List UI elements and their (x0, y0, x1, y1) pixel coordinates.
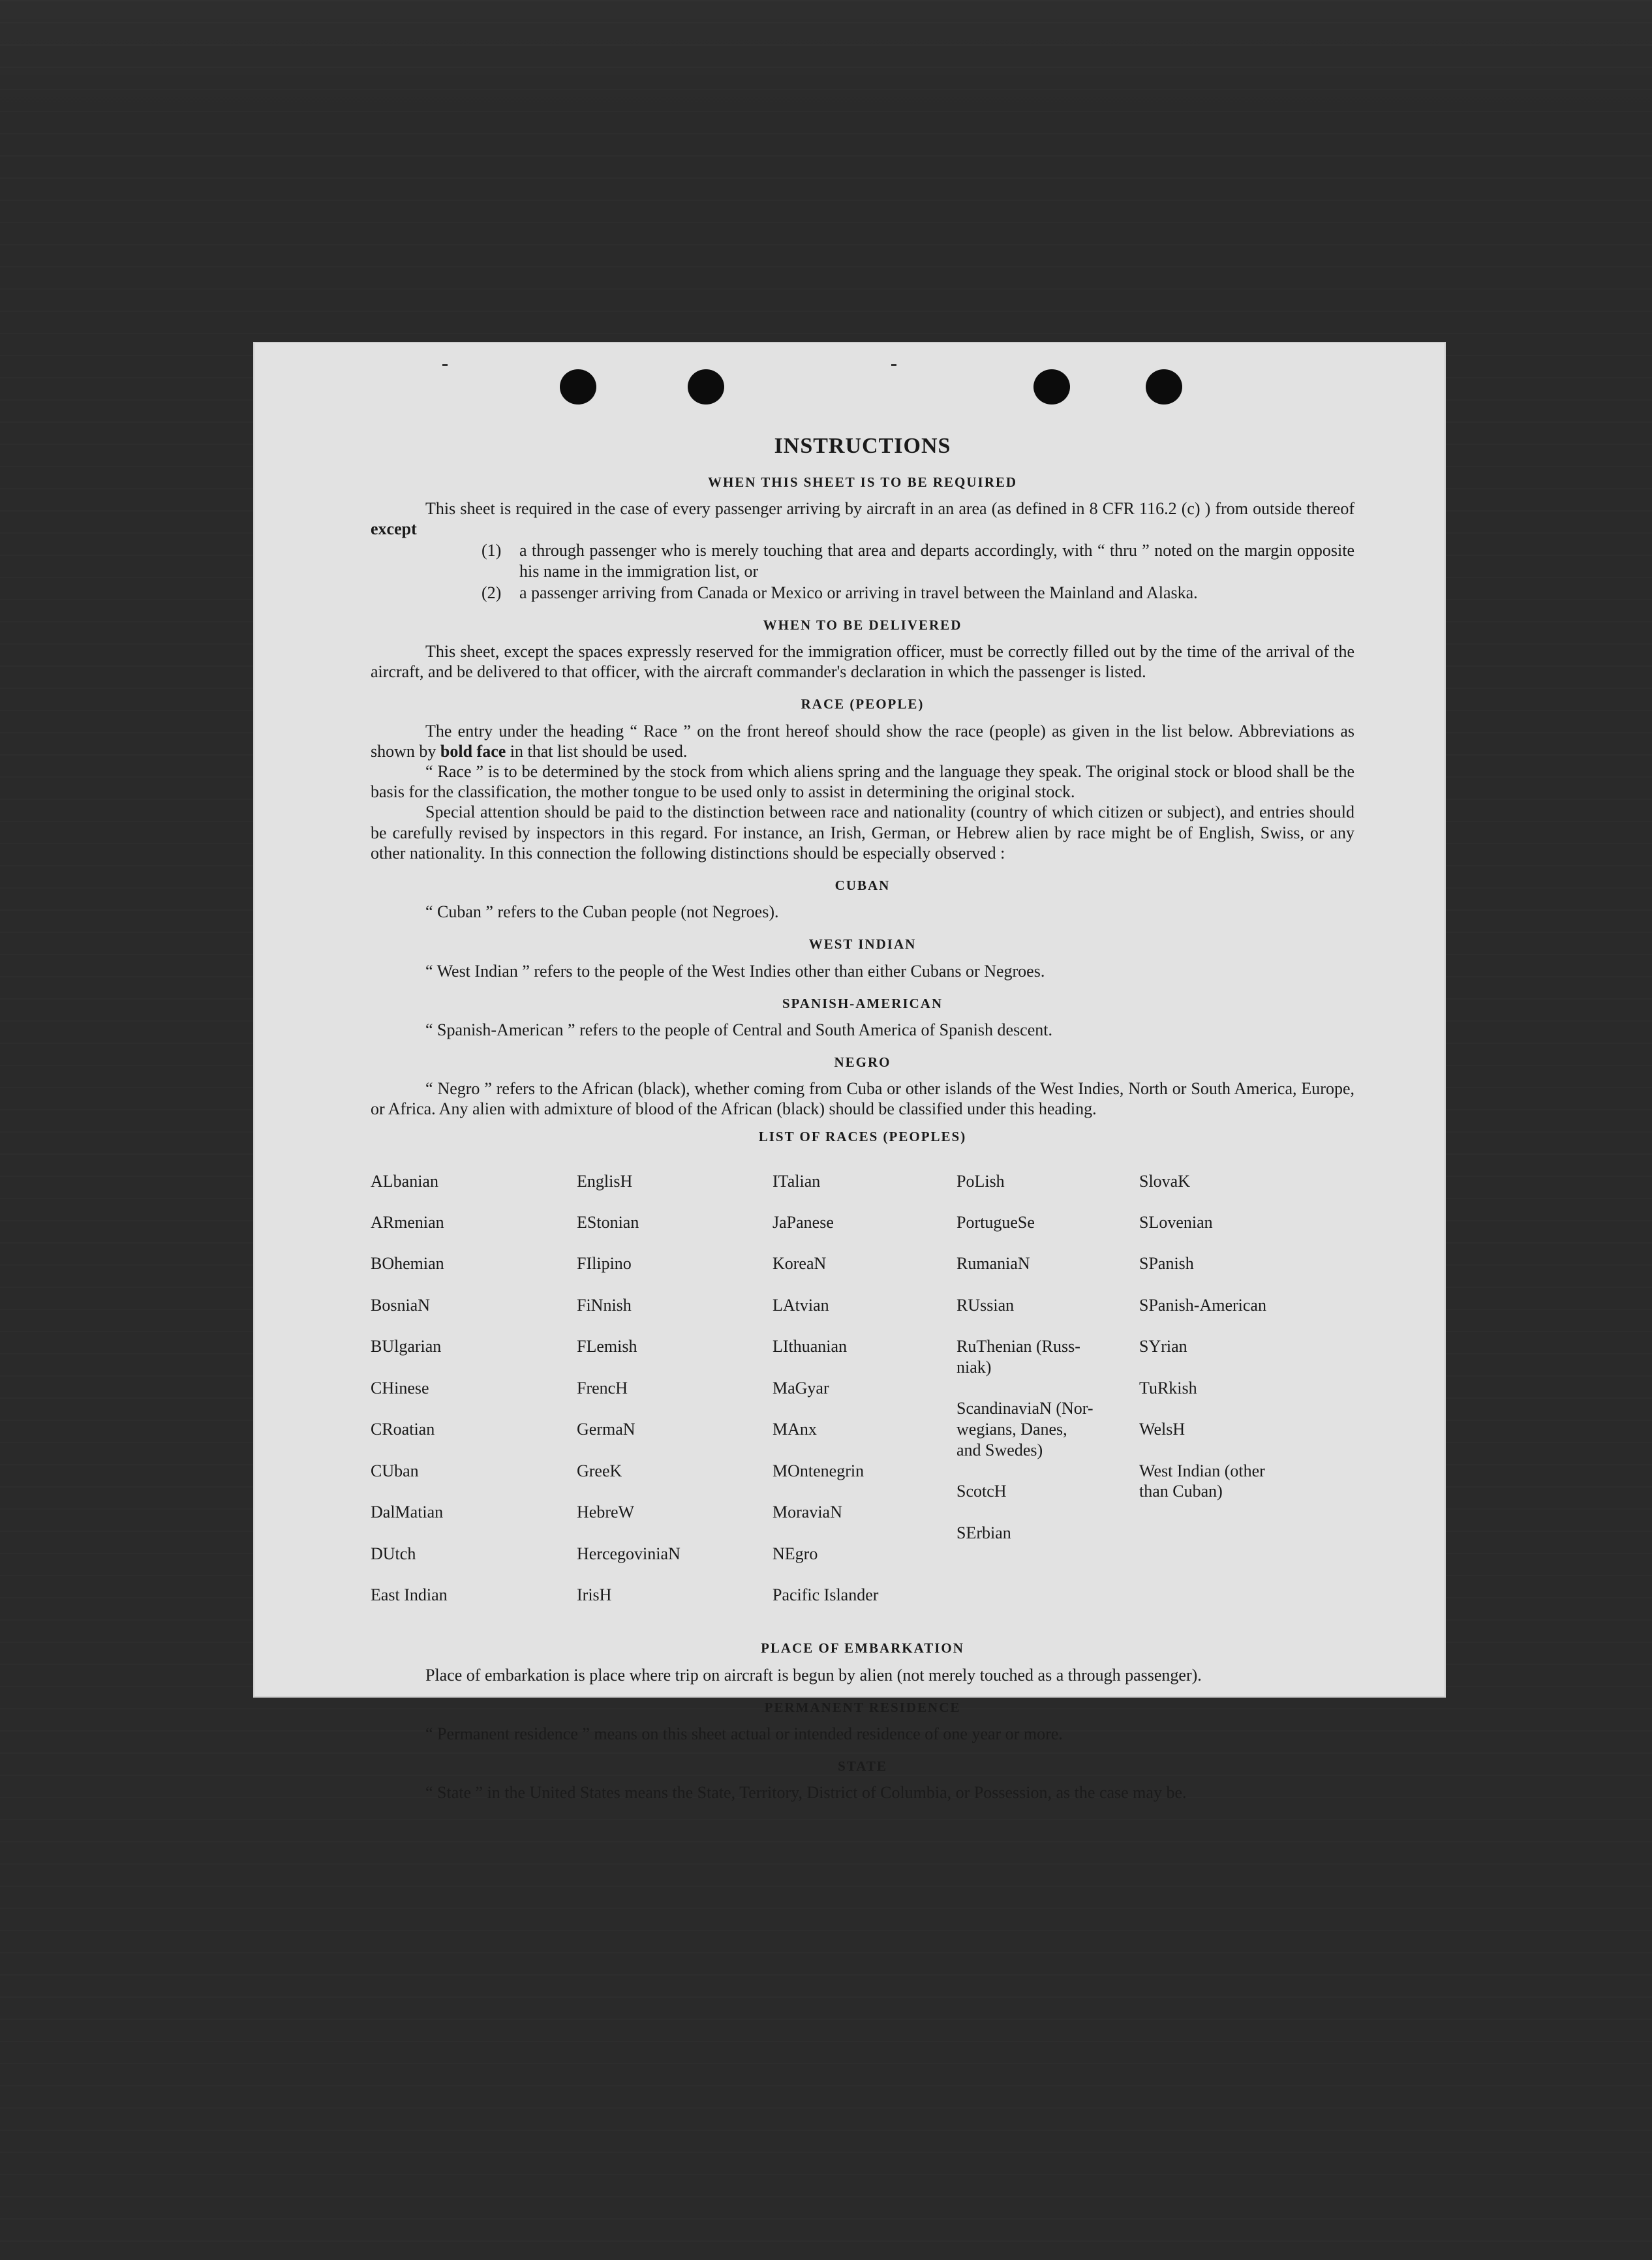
race-entry: SPanish (1139, 1254, 1194, 1274)
race-entry: FLemish (577, 1337, 637, 1356)
race-entry: GreeK (577, 1461, 622, 1480)
race-column (1139, 1150, 1354, 1626)
race-entry: CHinese (371, 1378, 429, 1397)
race-list (371, 1150, 1354, 1626)
section-heading-embarkation: PLACE OF EMBARKATION (761, 1640, 964, 1657)
race-entry: SPanish-American (1139, 1295, 1266, 1315)
race-entry: MAnx (772, 1420, 817, 1439)
exception-text: a through passenger who is merely touching that area and departs accordingly, with “ thru ” noted on the margin opposite his name in the immigration list, or (519, 541, 1354, 581)
west-indian-text: “ West Indian ” refers to the people of the West Indies other than either Cubans or Negroes. (425, 961, 1045, 981)
race-entry: TuRkish (1139, 1378, 1197, 1397)
race-entry: SErbian (956, 1523, 1011, 1542)
residence-text: “ Permanent residence ” means on this sheet actual or intended residence of one year or more. (425, 1724, 1063, 1743)
punch-hole (560, 369, 596, 405)
punch-hole (1033, 369, 1070, 405)
when-delivered-text: This sheet, except the spaces expressly reserved for the immigration officer, must be correctly filled out by the time of the arrival of the aircraft, and be delivered to that officer, with the aircraft commander's declaration in which the passenger is listed. (371, 642, 1354, 682)
race-entry: JaPanese (772, 1213, 834, 1232)
race-entry: ARmenian (371, 1213, 444, 1232)
race-entry: BOhemian (371, 1254, 444, 1274)
punch-hole (688, 369, 724, 405)
race-entry: SYrian (1139, 1337, 1187, 1356)
section-heading-cuban: CUBAN (834, 877, 891, 893)
race-entry: CRoatian (371, 1420, 435, 1439)
race-column (577, 1150, 772, 1626)
race-paragraph-1: The entry under the heading “ Race ” on the front hereof should show the race (people) as given in the list below. Abbreviations as shown by bold face in that list should be used. (371, 721, 1354, 761)
race-entry: RuThenian (Russ- niak) (956, 1337, 1080, 1377)
race-entry: RumaniaN (956, 1254, 1030, 1274)
race-entry: Pacific Islander (772, 1585, 879, 1604)
race-entry: MOntenegrin (772, 1461, 864, 1480)
race-entry: ScandinaviaN (Nor- wegians, Danes, and Swedes) (956, 1399, 1094, 1459)
section-heading-race: RACE (PEOPLE) (801, 696, 925, 712)
race-entry: ITalian (772, 1171, 821, 1191)
race-entry: BUlgarian (371, 1337, 442, 1356)
section-heading-west-indian: WEST INDIAN (808, 936, 917, 953)
race-entry: MoraviaN (772, 1503, 842, 1522)
embarkation-text: Place of embarkation is place where trip on aircraft is begun by alien (not merely touched as a through passenger). (425, 1665, 1202, 1685)
page-title: INSTRUCTIONS (774, 434, 951, 458)
race-column (371, 1150, 577, 1626)
race-entry: MaGyar (772, 1378, 829, 1397)
race-entry: NEgro (772, 1544, 818, 1563)
race-entry: WelsH (1139, 1420, 1185, 1439)
race-entry: FIlipino (577, 1254, 632, 1274)
scan-mark (891, 364, 896, 366)
race-entry: LIthuanian (772, 1337, 848, 1356)
race-entry: ScotcH (956, 1482, 1007, 1501)
section-heading-state: STATE (838, 1758, 887, 1775)
race-column (956, 1150, 1139, 1626)
section-heading-when-required: WHEN THIS SHEET IS TO BE REQUIRED (707, 474, 1018, 490)
instructions-body (371, 433, 1354, 1803)
race-entry: CUban (371, 1461, 419, 1480)
state-text: “ State ” in the United States means the State, Territory, District of Columbia, or Possession, as the case may be. (425, 1783, 1187, 1803)
race-entry: SLovenian (1139, 1213, 1213, 1232)
race-column (772, 1150, 956, 1626)
race-entry: PoLish (956, 1171, 1005, 1191)
exception-text: a passenger arriving from Canada or Mexico or arriving in travel between the Mainland and Alaska. (519, 583, 1198, 602)
race-entry: DUtch (371, 1544, 416, 1563)
section-heading-spanish-american: SPANISH-AMERICAN (782, 995, 943, 1011)
document-sheet (253, 342, 1446, 1803)
race-entry: PortugueSe (956, 1213, 1035, 1232)
exception-item (482, 540, 1354, 581)
race-paragraph-2: “ Race ” is to be determined by the stock from which aliens spring and the language they speak. The original stock or blood shall be the basis for the classification, the mother tongue to be used only to assist in determining the original stock. (371, 762, 1354, 802)
race-entry: FrencH (577, 1378, 628, 1397)
race-entry: HebreW (577, 1503, 635, 1522)
race-entry: SlovaK (1139, 1171, 1190, 1191)
race-entry: FiNnish (577, 1295, 632, 1315)
section-heading-negro: NEGRO (834, 1054, 891, 1071)
race-entry: West Indian (other than Cuban) (1139, 1461, 1265, 1501)
race-entry: EnglisH (577, 1171, 633, 1191)
race-entry: ALbanian (371, 1171, 438, 1191)
negro-text: “ Negro ” refers to the African (black), whether coming from Cuba or other islands of the West Indies, North or South America, Europe, or Africa. Any alien with admixture of blood of the African (black) should be classified under this heading. (371, 1079, 1354, 1119)
scan-mark (442, 364, 448, 366)
exception-number: (1) (482, 541, 502, 560)
race-entry: KoreaN (772, 1254, 827, 1274)
race-entry: East Indian (371, 1585, 448, 1604)
section-heading-when-delivered: WHEN TO BE DELIVERED (763, 617, 962, 633)
race-entry: DalMatian (371, 1503, 444, 1522)
race-entry: GermaN (577, 1420, 635, 1439)
race-entry: BosniaN (371, 1295, 430, 1315)
race-paragraph-3: Special attention should be paid to the distinction between race and nationality (country of which citizen or subject), and entries should be carefully revised by inspectors in this regard. For instance, an Irish, German, or Hebrew alien by race might be of English, Swiss, or any other nationality. In this connection the following distinctions should be especially observed : (371, 802, 1354, 863)
section-heading-residence: PERMANENT RESIDENCE (764, 1699, 961, 1715)
when-required-intro: This sheet is required in the case of every passenger arriving by aircraft in an area (as defined in 8 CFR 116.2 (c) ) from outside thereof except (371, 498, 1354, 539)
punch-hole (1146, 369, 1182, 405)
race-entry: EStonian (577, 1213, 639, 1232)
spanish-american-text: “ Spanish-American ” refers to the people of Central and South America of Spanish descent. (425, 1020, 1052, 1039)
section-heading-list-of-races: LIST OF RACES (PEOPLES) (758, 1128, 967, 1144)
race-entry: IrisH (577, 1585, 612, 1604)
race-entry: RUssian (956, 1295, 1015, 1315)
exception-number: (2) (482, 583, 502, 602)
race-entry: LAtvian (772, 1295, 829, 1315)
exception-item (482, 583, 1354, 603)
cuban-text: “ Cuban ” refers to the Cuban people (not Negroes). (425, 902, 779, 922)
race-entry: HercegoviniaN (577, 1544, 681, 1563)
